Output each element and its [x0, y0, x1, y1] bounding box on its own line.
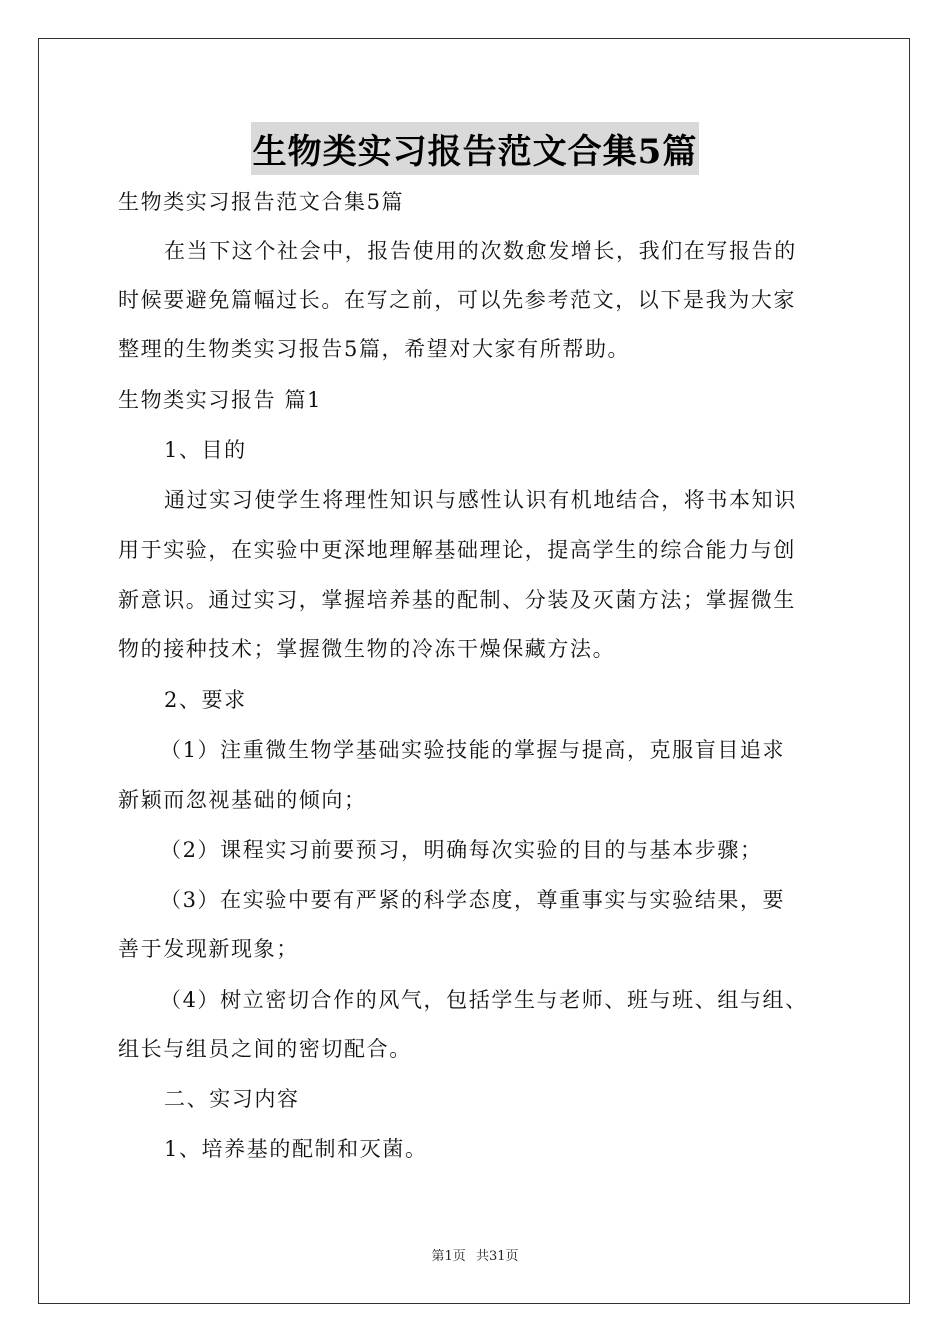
subheading-content: 二、实习内容	[164, 1087, 300, 1111]
subheading-requirements: 2、要求	[164, 688, 247, 712]
body-line: （1）注重微生物学基础实验技能的掌握与提高，克服盲目追求	[160, 738, 786, 762]
body-line: 新意识。通过实习，掌握培养基的配制、分装及灭菌方法；掌握微生	[118, 588, 796, 612]
body-line: 组长与组员之间的密切配合。	[118, 1037, 412, 1061]
subheading-purpose: 1、目的	[164, 438, 247, 462]
body-line: （3）在实验中要有严紧的科学态度，尊重事实与实验结果，要	[160, 888, 786, 912]
body-line: 通过实习使学生将理性知识与感性认识有机地结合，将书本知识	[164, 488, 797, 512]
body-line: 物的接种技术；掌握微生物的冷冻干燥保藏方法。	[118, 637, 616, 661]
title-container	[0, 122, 950, 175]
body-line: 时候要避免篇幅过长。在写之前，可以先参考范文，以下是我为大家	[118, 288, 796, 312]
subtitle-line: 生物类实习报告范文合集5篇	[118, 190, 405, 214]
body-line: 用于实验，在实验中更深地理解基础理论，提高学生的综合能力与创	[118, 538, 796, 562]
body-line: 整理的生物类实习报告5篇，希望对大家有所帮助。	[118, 337, 631, 361]
body-line: （2）课程实习前要预习，明确每次实验的目的与基本步骤；	[160, 838, 763, 862]
page-total: 共31页	[475, 1249, 519, 1264]
body-line: （4）树立密切合作的风气，包括学生与老师、班与班、组与组、	[160, 988, 808, 1012]
page-footer	[0, 1245, 950, 1264]
section-heading: 生物类实习报告 篇1	[118, 388, 323, 412]
document-title: 生物类实习报告范文合集5篇	[251, 122, 700, 175]
page-border	[38, 38, 910, 1304]
page-number: 第1页	[431, 1249, 466, 1264]
body-line: 在当下这个社会中，报告使用的次数愈发增长，我们在写报告的	[164, 239, 797, 263]
body-line: 新颖而忽视基础的倾向；	[118, 788, 367, 812]
body-line: 1、培养基的配制和灭菌。	[164, 1137, 428, 1161]
body-line: 善于发现新现象；	[118, 937, 299, 961]
